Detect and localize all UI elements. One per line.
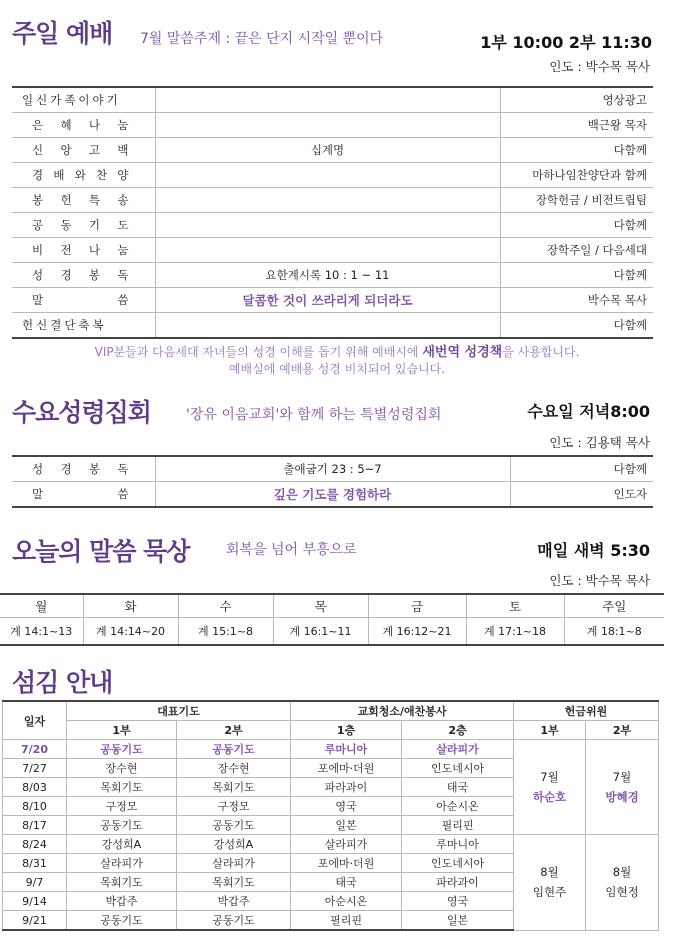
order-label-cell [12,213,155,238]
order-label-char: 씀 [117,293,129,307]
order-label [12,192,155,208]
order-label [12,242,155,258]
duty-cell: 강성희A [177,835,291,854]
duty-cell: 공동기도 [67,816,177,835]
order-label-cell [12,238,155,263]
duty-cell: 목회기도 [67,873,177,892]
duty-table [2,700,659,931]
order-content [155,163,500,188]
duty-cell: 살라피가 [177,854,291,873]
duty-cell: 일본 [291,816,402,835]
order-label-cell [12,313,155,339]
order-content [155,188,500,213]
weekday: 금 [368,594,466,618]
col-offering: 헌금위원 [514,701,659,721]
order-label-char: 씀 [117,487,129,501]
weekday: 월 [0,594,83,618]
duty-cell: 파라과이 [291,778,402,797]
order-label-char: 봉 [32,193,44,207]
order-content: 요한계시록 10 : 1 ~ 11 [155,263,500,288]
duty-cell: 일본 [402,911,514,931]
order-label-char: 말 [32,293,44,307]
offering-august-2 [586,835,659,931]
offering-month: 8월 [540,865,559,880]
order-label-char: 나 [88,243,101,257]
duty-cell: 아순시온 [291,892,402,911]
order-label-char: 말 [32,487,44,501]
bible-note-text: VIP분들과 다음세대 자녀들의 성경 이해를 돕기 위해 예배시에 [94,345,423,359]
sunday-theme: 7월 말씀주제 : 끝은 단지 시작일 뿐이다 [140,31,384,47]
order-label-char: 신 [32,143,44,157]
order-right: 장학헌금 / 비전트립팀 [500,188,653,213]
order-label-char: 비 [32,243,44,257]
order-right: 장학주일 / 다음세대 [500,238,653,263]
weekday-verse: 계 18:1~8 [564,618,664,646]
meditation-week-table [0,593,664,646]
duty-cell: 8/24 [3,835,67,854]
order-row [12,188,653,213]
col-date: 일자 [3,701,67,740]
sunday-time: 1부 10:00 2부 11:30 [480,33,652,52]
meditation-subtitle: 회복을 넘어 부흥으로 [226,542,357,558]
order-content: 달콤한 것이 쓰라리게 되더라도 [155,288,500,313]
bible-note-2: 예배실에 예배용 성경 비치되어 있습니다. [228,362,446,376]
duty-cell: 강성희A [67,835,177,854]
order-label-cell [12,482,155,508]
duty-row [3,835,659,854]
order-right: 다함께 [500,263,653,288]
duty-cell: 9/14 [3,892,67,911]
order-row [12,313,653,339]
order-label-char: 와 [74,168,86,182]
duty-cell: 인도네시아 [402,854,514,873]
duty-cell: 구정모 [67,797,177,816]
order-label-char: 배 [53,168,65,182]
order-row [12,213,653,238]
order-right: 다함께 [510,456,653,482]
bible-note-bold: 새번역 성경책 [422,345,503,360]
order-label-char: 독 [117,462,129,476]
weekday: 토 [466,594,564,618]
sunday-title: 주일 예배 [12,19,113,48]
col-cleaning: 교회청소/애찬봉사 [291,701,514,721]
offering-name: 임현주 [532,885,567,900]
order-row [12,288,653,313]
duty-cell: 아순시온 [402,797,514,816]
order-label-char: 혜 [60,118,72,132]
order-label-char: 앙 [60,143,72,157]
duty-cell: 박갑주 [67,892,177,911]
order-label-char: 특 [88,193,101,207]
order-row [12,138,653,163]
order-label [12,267,155,283]
wednesday-subtitle: '장유 이음교회'와 함께 하는 특별성령집회 [186,407,442,423]
duty-cell: 8/10 [3,797,67,816]
order-label-char: 공 [32,218,44,232]
order-right: 인도자 [510,482,653,508]
duty-cell: 포에마·더원 [291,854,402,873]
weekday: 목 [273,594,368,618]
offering-name: 임현정 [605,885,639,900]
order-content [155,238,500,263]
weekday-verse: 계 14:1~13 [0,618,83,646]
order-content [155,87,500,113]
order-label-cell [12,138,155,163]
meditation-title: 오늘의 말씀 묵상 [12,537,190,566]
col-floor1: 1층 [291,721,402,740]
order-content: 십계명 [155,138,500,163]
order-label: 헌신결단축복 [22,318,107,332]
order-row [12,113,653,138]
order-content [155,113,500,138]
order-label-char: 헌 [60,193,72,207]
sunday-leader: 인도 : 박수목 목사 [549,59,650,74]
order-row [12,87,653,113]
order-right: 다함께 [500,138,653,163]
duty-cell: 영국 [291,797,402,816]
duty-cell: 공동기도 [67,740,177,759]
duty-cell: 8/17 [3,816,67,835]
duty-cell: 루마니아 [291,740,402,759]
duty-cell: 장수현 [67,759,177,778]
order-label-char: 성 [32,462,44,476]
duty-row [3,740,659,759]
sunday-order-table [12,86,653,339]
duty-cell: 공동기도 [177,740,291,759]
weekday: 수 [178,594,273,618]
duty-cell: 9/21 [3,911,67,931]
col-prayer: 대표기도 [67,701,291,721]
offering-august-1 [514,835,586,931]
order-label-char: 나 [88,118,101,132]
order-right: 백근왕 목자 [500,113,653,138]
wednesday-title: 수요성령집회 [12,398,151,427]
wednesday-time: 수요일 저녁8:00 [527,402,650,421]
weekday-verse: 계 16:12~21 [368,618,466,646]
weekday-verse: 계 16:1~11 [273,618,368,646]
order-row [12,263,653,288]
weekday-verse: 계 17:1~18 [466,618,564,646]
weekday: 주일 [564,594,664,618]
order-label-char: 독 [117,268,129,282]
order-right: 다함께 [500,313,653,339]
offering-month: 8월 [612,865,632,880]
order-label-char: 고 [88,143,101,157]
col-prayer-first: 1부 [67,721,177,740]
order-content: 깊은 기도를 경험하라 [155,482,510,508]
wednesday-order-table [12,455,653,508]
order-label-char: 도 [117,218,129,232]
duty-cell: 장수현 [177,759,291,778]
order-label [12,167,155,183]
order-content [155,313,500,339]
duty-cell: 공동기도 [67,911,177,931]
order-right: 다함께 [500,213,653,238]
order-label [12,117,155,133]
order-label-char: 경 [32,168,44,182]
order-label-char: 경 [60,268,72,282]
order-label [12,142,155,158]
order-label-cell [12,87,155,113]
order-label-char: 동 [60,218,72,232]
order-label-cell [12,288,155,313]
order-right: 영상광고 [500,87,653,113]
order-label-cell [12,113,155,138]
col-prayer-second: 2부 [177,721,291,740]
offering-july-1 [514,740,586,835]
duty-cell: 7/27 [3,759,67,778]
col-offering-first: 1부 [514,721,586,740]
offering-july-2 [586,740,659,835]
order-label-char: 봉 [88,462,101,476]
duty-cell: 공동기도 [177,816,291,835]
weekday-verse: 계 14:14~20 [83,618,178,646]
duty-cell: 7/20 [3,740,67,759]
order-right: 마하나임찬양단과 함께 [500,163,653,188]
order-right: 박수목 목사 [500,288,653,313]
order-label-char: 봉 [88,268,101,282]
order-content [155,213,500,238]
order-row [12,238,653,263]
order-label [12,486,155,502]
weekday-verse: 계 15:1~8 [178,618,273,646]
order-row [12,163,653,188]
duty-cell: 8/03 [3,778,67,797]
order-label [12,292,155,308]
order-row [12,482,653,508]
duty-cell: 태국 [291,873,402,892]
col-offering-second: 2부 [586,721,659,740]
duty-title: 섬김 안내 [12,668,113,697]
order-label-char: 경 [60,462,72,476]
order-label-char: 눔 [117,243,129,257]
order-label-char: 성 [32,268,44,282]
duty-cell: 필리핀 [291,911,402,931]
order-label-cell [12,188,155,213]
duty-cell: 태국 [402,778,514,797]
order-label-char: 백 [117,143,129,157]
duty-cell: 9/7 [3,873,67,892]
order-label: 일신가족이야기 [22,93,121,107]
duty-cell: 목회기도 [177,873,291,892]
order-label-cell [12,263,155,288]
duty-cell: 영국 [402,892,514,911]
duty-cell: 살라피가 [402,740,514,759]
order-label [12,217,155,233]
duty-cell: 파라과이 [402,873,514,892]
duty-cell: 살라피가 [291,835,402,854]
order-label-char: 은 [32,118,44,132]
offering-month: 7월 [612,770,632,784]
duty-cell: 구정모 [177,797,291,816]
bible-note-text-end: 을 사용합니다. [502,345,580,359]
order-label-char: 눔 [117,118,129,132]
col-floor2: 2층 [402,721,514,740]
duty-cell: 박갑주 [177,892,291,911]
duty-cell: 루마니아 [402,835,514,854]
duty-cell: 필리핀 [402,816,514,835]
wednesday-leader: 인도 : 김용택 목사 [549,435,650,450]
duty-cell: 목회기도 [67,778,177,797]
bible-note [0,341,674,360]
meditation-leader: 인도 : 박수목 목사 [549,573,650,588]
duty-cell: 공동기도 [177,911,291,931]
order-label-cell [12,163,155,188]
duty-cell: 목회기도 [177,778,291,797]
weekday: 화 [83,594,178,618]
order-label [12,461,155,477]
offering-name: 방혜경 [605,790,639,804]
order-label-char: 양 [117,168,129,182]
order-label-char: 기 [88,218,101,232]
order-label-char: 찬 [96,168,108,182]
duty-cell: 살라피가 [67,854,177,873]
order-row [12,456,653,482]
meditation-time: 매일 새벽 5:30 [537,541,650,560]
order-label-cell [12,456,155,482]
duty-cell: 포에마·더원 [291,759,402,778]
order-label-char: 송 [117,193,129,207]
duty-cell: 인도네시아 [402,759,514,778]
offering-month: 7월 [540,770,559,784]
duty-cell: 8/31 [3,854,67,873]
order-content: 출애굽기 23 : 5~7 [155,456,510,482]
offering-name: 하순호 [532,790,567,804]
order-label-char: 전 [60,243,72,257]
